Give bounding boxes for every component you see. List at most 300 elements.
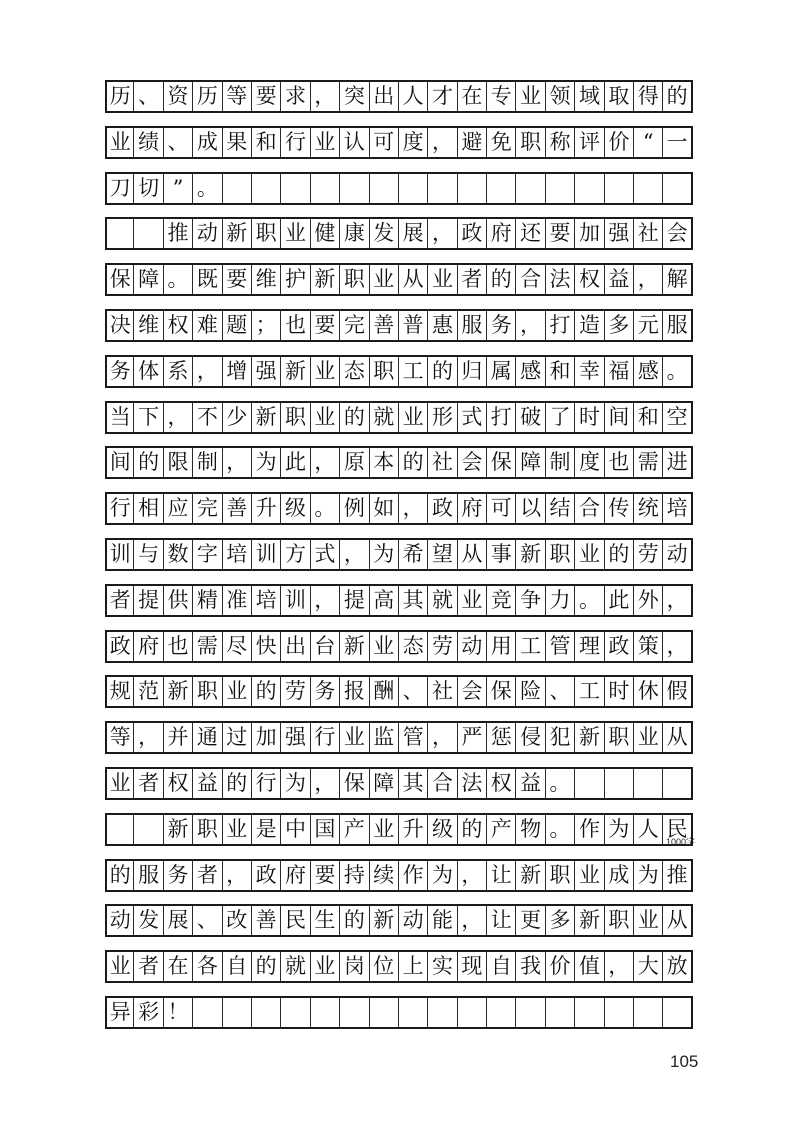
grid-cell bbox=[223, 998, 252, 1027]
grid-row bbox=[105, 630, 693, 663]
grid-cell bbox=[370, 998, 399, 1027]
grid-cell: 认 bbox=[340, 128, 369, 157]
grid-cell: 法 bbox=[458, 769, 487, 798]
grid-cell: 准 bbox=[223, 586, 252, 615]
grid-cell: 服 bbox=[134, 861, 163, 890]
grid-cell: 台 bbox=[311, 632, 340, 661]
grid-cell: 府 bbox=[458, 494, 487, 523]
grid-cell: 空 bbox=[663, 403, 692, 432]
grid-cell: 领 bbox=[546, 82, 575, 111]
grid-cell: 更 bbox=[516, 906, 545, 935]
grid-cell: 新 bbox=[311, 265, 340, 294]
grid-cell: 动 bbox=[663, 540, 692, 569]
grid-cell: 训 bbox=[252, 540, 281, 569]
grid-cell: 历 bbox=[193, 82, 222, 111]
grid-cell: 强 bbox=[281, 723, 310, 752]
grid-cell: 惩 bbox=[487, 723, 516, 752]
grid-cell: 要 bbox=[546, 219, 575, 248]
grid-cell: ， bbox=[134, 723, 163, 752]
grid-cell: 益 bbox=[193, 769, 222, 798]
grid-cell: 范 bbox=[134, 677, 163, 706]
grid-cell: ， bbox=[428, 723, 457, 752]
grid-cell: 与 bbox=[134, 540, 163, 569]
grid-cell: 在 bbox=[458, 82, 487, 111]
grid-cell: 下 bbox=[134, 403, 163, 432]
grid-cell bbox=[428, 174, 457, 203]
grid-cell: 放 bbox=[663, 952, 692, 981]
grid-row bbox=[105, 996, 693, 1029]
grid-cell: 现 bbox=[458, 952, 487, 981]
grid-cell bbox=[546, 998, 575, 1027]
grid-cell: 态 bbox=[340, 357, 369, 386]
grid-cell: 社 bbox=[634, 219, 663, 248]
grid-cell: 和 bbox=[634, 403, 663, 432]
grid-cell: 假 bbox=[663, 677, 692, 706]
grid-cell: 职 bbox=[546, 861, 575, 890]
grid-cell: 法 bbox=[546, 265, 575, 294]
grid-cell: 府 bbox=[134, 632, 163, 661]
grid-cell: 权 bbox=[487, 769, 516, 798]
grid-cell: ， bbox=[516, 311, 545, 340]
grid-cell: 维 bbox=[134, 311, 163, 340]
grid-cell: 感 bbox=[516, 357, 545, 386]
grid-cell: 也 bbox=[281, 311, 310, 340]
grid-cell: ， bbox=[164, 403, 193, 432]
grid-cell: 展 bbox=[164, 906, 193, 935]
grid-row bbox=[105, 446, 693, 479]
grid-cell: 成 bbox=[605, 861, 634, 890]
grid-cell bbox=[370, 174, 399, 203]
grid-cell: 和 bbox=[546, 357, 575, 386]
grid-cell bbox=[311, 174, 340, 203]
grid-cell: 评 bbox=[575, 128, 604, 157]
grid-cell: 严 bbox=[458, 723, 487, 752]
grid-cell: 是 bbox=[252, 815, 281, 844]
grid-cell: 障 bbox=[516, 448, 545, 477]
grid-cell: 提 bbox=[340, 586, 369, 615]
grid-cell: 幸 bbox=[575, 357, 604, 386]
grid-cell: 者 bbox=[193, 861, 222, 890]
grid-cell: ， bbox=[634, 265, 663, 294]
grid-cell: 业 bbox=[105, 128, 134, 157]
grid-cell: 保 bbox=[340, 769, 369, 798]
grid-cell: 休 bbox=[634, 677, 663, 706]
grid-cell: 工 bbox=[399, 357, 428, 386]
grid-cell: 的 bbox=[428, 357, 457, 386]
grid-cell: ” bbox=[164, 174, 193, 203]
grid-cell: 制 bbox=[193, 448, 222, 477]
grid-cell: 精 bbox=[193, 586, 222, 615]
grid-cell bbox=[428, 998, 457, 1027]
grid-cell: 新 bbox=[516, 540, 545, 569]
grid-cell: 维 bbox=[252, 265, 281, 294]
grid-cell: 续 bbox=[370, 861, 399, 890]
grid-cell: 会 bbox=[458, 677, 487, 706]
grid-cell: 也 bbox=[164, 632, 193, 661]
grid-cell: 强 bbox=[252, 357, 281, 386]
grid-cell: 如 bbox=[370, 494, 399, 523]
grid-cell: 并 bbox=[164, 723, 193, 752]
grid-cell bbox=[605, 174, 634, 203]
grid-cell: 决 bbox=[105, 311, 134, 340]
grid-cell: 价 bbox=[546, 952, 575, 981]
grid-cell: 自 bbox=[223, 952, 252, 981]
grid-cell: 加 bbox=[575, 219, 604, 248]
grid-cell: 的 bbox=[399, 448, 428, 477]
grid-cell: 业 bbox=[311, 952, 340, 981]
grid-cell: 险 bbox=[516, 677, 545, 706]
grid-cell: 还 bbox=[516, 219, 545, 248]
grid-cell: 为 bbox=[281, 769, 310, 798]
grid-cell: 求 bbox=[281, 82, 310, 111]
grid-cell: 在 bbox=[164, 952, 193, 981]
grid-cell: 的 bbox=[223, 769, 252, 798]
grid-cell: 式 bbox=[311, 540, 340, 569]
grid-cell: ， bbox=[605, 952, 634, 981]
grid-cell: 报 bbox=[340, 677, 369, 706]
grid-cell: 例 bbox=[340, 494, 369, 523]
grid-cell: 出 bbox=[281, 632, 310, 661]
grid-cell: 竞 bbox=[487, 586, 516, 615]
grid-cell: 既 bbox=[193, 265, 222, 294]
grid-cell: ， bbox=[428, 128, 457, 157]
grid-cell: 本 bbox=[370, 448, 399, 477]
grid-cell: 事 bbox=[487, 540, 516, 569]
grid-cell bbox=[340, 174, 369, 203]
grid-cell: 服 bbox=[663, 311, 692, 340]
grid-cell: 改 bbox=[223, 906, 252, 935]
grid-cell: 善 bbox=[370, 311, 399, 340]
grid-row bbox=[105, 721, 693, 754]
grid-cell: 新 bbox=[575, 723, 604, 752]
grid-cell: 以 bbox=[516, 494, 545, 523]
grid-cell bbox=[105, 815, 134, 844]
grid-cell bbox=[516, 174, 545, 203]
grid-cell: ， bbox=[458, 906, 487, 935]
grid-cell: 解 bbox=[663, 265, 692, 294]
grid-cell: 避 bbox=[458, 128, 487, 157]
grid-cell: 造 bbox=[575, 311, 604, 340]
grid-cell: 保 bbox=[487, 448, 516, 477]
grid-cell: 务 bbox=[311, 677, 340, 706]
grid-cell: 升 bbox=[252, 494, 281, 523]
grid-cell: 务 bbox=[487, 311, 516, 340]
grid-cell: 会 bbox=[458, 448, 487, 477]
grid-cell: 业 bbox=[428, 265, 457, 294]
grid-cell: 的 bbox=[252, 952, 281, 981]
grid-cell: 态 bbox=[399, 632, 428, 661]
grid-cell: 新 bbox=[340, 632, 369, 661]
grid-cell: 社 bbox=[428, 448, 457, 477]
grid-cell: 果 bbox=[223, 128, 252, 157]
grid-row bbox=[105, 172, 693, 205]
grid-cell: 府 bbox=[281, 861, 310, 890]
grid-row bbox=[105, 492, 693, 525]
grid-cell: 完 bbox=[340, 311, 369, 340]
grid-cell: 就 bbox=[370, 403, 399, 432]
grid-cell: 让 bbox=[487, 861, 516, 890]
grid-cell: 望 bbox=[428, 540, 457, 569]
grid-cell bbox=[634, 998, 663, 1027]
grid-cell: 业 bbox=[575, 861, 604, 890]
grid-cell: “ bbox=[634, 128, 663, 157]
grid-cell bbox=[634, 769, 663, 798]
grid-cell: 专 bbox=[487, 82, 516, 111]
grid-cell: 中 bbox=[281, 815, 310, 844]
grid-cell: 原 bbox=[340, 448, 369, 477]
grid-cell bbox=[487, 174, 516, 203]
grid-cell: 要 bbox=[311, 861, 340, 890]
grid-cell: 业 bbox=[105, 952, 134, 981]
grid-cell: 过 bbox=[223, 723, 252, 752]
grid-cell: 职 bbox=[546, 540, 575, 569]
grid-cell: ， bbox=[663, 632, 692, 661]
grid-cell: 取 bbox=[605, 82, 634, 111]
grid-cell: 人 bbox=[399, 82, 428, 111]
grid-row bbox=[105, 538, 693, 571]
grid-cell: 刀 bbox=[105, 174, 134, 203]
grid-cell: 为 bbox=[428, 861, 457, 890]
grid-cell: 式 bbox=[458, 403, 487, 432]
grid-cell: 业 bbox=[281, 219, 310, 248]
grid-cell: 生 bbox=[311, 906, 340, 935]
grid-cell: ， bbox=[311, 82, 340, 111]
grid-cell: 服 bbox=[458, 311, 487, 340]
grid-cell: 行 bbox=[105, 494, 134, 523]
grid-row bbox=[105, 950, 693, 983]
grid-cell: ， bbox=[311, 448, 340, 477]
grid-cell: 益 bbox=[605, 265, 634, 294]
grid-cell: 动 bbox=[105, 906, 134, 935]
grid-cell: 职 bbox=[370, 357, 399, 386]
grid-cell: 动 bbox=[458, 632, 487, 661]
grid-cell: 业 bbox=[634, 906, 663, 935]
grid-cell: 职 bbox=[340, 265, 369, 294]
grid-row bbox=[105, 675, 693, 708]
grid-cell: 益 bbox=[516, 769, 545, 798]
grid-cell: 相 bbox=[134, 494, 163, 523]
grid-cell: 字 bbox=[193, 540, 222, 569]
grid-cell: 。 bbox=[546, 769, 575, 798]
grid-cell bbox=[281, 174, 310, 203]
grid-row bbox=[105, 584, 693, 617]
grid-row bbox=[105, 904, 693, 937]
grid-cell: 要 bbox=[252, 82, 281, 111]
grid-cell: 进 bbox=[663, 448, 692, 477]
grid-cell: ！ bbox=[164, 998, 193, 1027]
grid-cell: 等 bbox=[223, 82, 252, 111]
grid-cell: 权 bbox=[575, 265, 604, 294]
grid-cell: 方 bbox=[281, 540, 310, 569]
grid-cell: 劳 bbox=[428, 632, 457, 661]
grid-cell: 提 bbox=[134, 586, 163, 615]
grid-row bbox=[105, 126, 693, 159]
grid-cell: 各 bbox=[193, 952, 222, 981]
grid-cell: 障 bbox=[370, 769, 399, 798]
grid-cell bbox=[105, 219, 134, 248]
grid-cell: 就 bbox=[281, 952, 310, 981]
grid-cell: 传 bbox=[605, 494, 634, 523]
grid-cell: 行 bbox=[252, 769, 281, 798]
grid-cell: 历 bbox=[105, 82, 134, 111]
grid-cell: 的 bbox=[252, 677, 281, 706]
grid-cell: 大 bbox=[634, 952, 663, 981]
grid-cell bbox=[193, 998, 222, 1027]
grid-cell: 结 bbox=[546, 494, 575, 523]
grid-cell: 我 bbox=[516, 952, 545, 981]
grid-cell: 为 bbox=[634, 861, 663, 890]
grid-cell: 统 bbox=[634, 494, 663, 523]
grid-cell: 善 bbox=[252, 906, 281, 935]
grid-cell: 推 bbox=[164, 219, 193, 248]
grid-cell: 的 bbox=[487, 265, 516, 294]
grid-cell: 打 bbox=[546, 311, 575, 340]
grid-cell: 培 bbox=[252, 586, 281, 615]
grid-cell: 民 bbox=[663, 815, 692, 844]
grid-cell: 产 bbox=[340, 815, 369, 844]
grid-cell: 侵 bbox=[516, 723, 545, 752]
grid-cell: 福 bbox=[605, 357, 634, 386]
grid-cell: 价 bbox=[605, 128, 634, 157]
grid-cell: 题 bbox=[223, 311, 252, 340]
grid-cell: 惠 bbox=[428, 311, 457, 340]
grid-cell: 位 bbox=[370, 952, 399, 981]
grid-cell: 让 bbox=[487, 906, 516, 935]
grid-cell: 通 bbox=[193, 723, 222, 752]
grid-cell: 业 bbox=[575, 540, 604, 569]
grid-cell: 力 bbox=[546, 586, 575, 615]
grid-cell: 值 bbox=[575, 952, 604, 981]
grid-cell: 的 bbox=[340, 906, 369, 935]
grid-cell bbox=[223, 174, 252, 203]
grid-cell: 资 bbox=[164, 82, 193, 111]
grid-cell: 行 bbox=[281, 128, 310, 157]
grid-cell: 犯 bbox=[546, 723, 575, 752]
grid-cell: 其 bbox=[399, 586, 428, 615]
grid-cell: 职 bbox=[281, 403, 310, 432]
grid-cell: 元 bbox=[634, 311, 663, 340]
grid-cell: 国 bbox=[311, 815, 340, 844]
grid-cell: 。 bbox=[193, 174, 222, 203]
grid-cell: 职 bbox=[252, 219, 281, 248]
grid-cell: 为 bbox=[370, 540, 399, 569]
grid-cell: 快 bbox=[252, 632, 281, 661]
grid-cell: ， bbox=[311, 769, 340, 798]
grid-cell: 社 bbox=[428, 677, 457, 706]
grid-cell: 时 bbox=[605, 677, 634, 706]
grid-cell: 制 bbox=[546, 448, 575, 477]
grid-cell: 训 bbox=[281, 586, 310, 615]
grid-cell: 业 bbox=[223, 677, 252, 706]
grid-cell: 善 bbox=[223, 494, 252, 523]
grid-cell: 也 bbox=[605, 448, 634, 477]
grid-cell: 政 bbox=[105, 632, 134, 661]
grid-cell: 形 bbox=[428, 403, 457, 432]
grid-cell: 争 bbox=[516, 586, 545, 615]
page-number: 105 bbox=[670, 1052, 699, 1071]
grid-cell bbox=[399, 174, 428, 203]
grid-cell: 新 bbox=[516, 861, 545, 890]
grid-cell: ， bbox=[663, 586, 692, 615]
grid-cell: 尽 bbox=[223, 632, 252, 661]
grid-cell: 域 bbox=[575, 82, 604, 111]
grid-cell: 岗 bbox=[340, 952, 369, 981]
grid-cell bbox=[252, 174, 281, 203]
grid-cell: 的 bbox=[134, 448, 163, 477]
grid-cell: 务 bbox=[105, 357, 134, 386]
grid-row bbox=[105, 263, 693, 296]
grid-cell: 者 bbox=[134, 952, 163, 981]
grid-cell: 权 bbox=[164, 311, 193, 340]
grid-cell: 护 bbox=[281, 265, 310, 294]
grid-cell: 一 bbox=[663, 128, 692, 157]
grid-cell bbox=[663, 174, 692, 203]
grid-cell: 得 bbox=[634, 82, 663, 111]
grid-cell: 业 bbox=[340, 723, 369, 752]
grid-cell: 当 bbox=[105, 403, 134, 432]
grid-cell: 、 bbox=[546, 677, 575, 706]
grid-cell: 健 bbox=[311, 219, 340, 248]
grid-cell: 业 bbox=[634, 723, 663, 752]
grid-cell: 度 bbox=[575, 448, 604, 477]
grid-cell: 可 bbox=[487, 494, 516, 523]
grid-cell bbox=[281, 998, 310, 1027]
grid-cell: 感 bbox=[634, 357, 663, 386]
grid-cell: 强 bbox=[605, 219, 634, 248]
grid-cell: 管 bbox=[546, 632, 575, 661]
grid-cell: 破 bbox=[516, 403, 545, 432]
grid-cell: 要 bbox=[311, 311, 340, 340]
grid-cell: 的 bbox=[105, 861, 134, 890]
grid-cell: 实 bbox=[428, 952, 457, 981]
grid-row bbox=[105, 767, 693, 800]
grid-cell bbox=[399, 998, 428, 1027]
grid-cell: 少 bbox=[223, 403, 252, 432]
grid-cell: ； bbox=[252, 311, 281, 340]
grid-cell: 外 bbox=[634, 586, 663, 615]
grid-cell: 为 bbox=[605, 815, 634, 844]
grid-cell: 完 bbox=[193, 494, 222, 523]
grid-cell: 应 bbox=[164, 494, 193, 523]
grid-cell bbox=[340, 998, 369, 1027]
grid-cell: 异 bbox=[105, 998, 134, 1027]
grid-cell: 此 bbox=[281, 448, 310, 477]
grid-cell: 物 bbox=[516, 815, 545, 844]
word-count-mark: 1000字 bbox=[666, 837, 696, 847]
grid-cell: ， bbox=[193, 357, 222, 386]
grid-cell: 策 bbox=[634, 632, 663, 661]
grid-cell: 切 bbox=[134, 174, 163, 203]
grid-cell: 培 bbox=[663, 494, 692, 523]
grid-cell: 加 bbox=[252, 723, 281, 752]
grid-cell: 新 bbox=[164, 677, 193, 706]
grid-cell: 产 bbox=[487, 815, 516, 844]
grid-cell: 多 bbox=[605, 311, 634, 340]
grid-cell: 为 bbox=[252, 448, 281, 477]
grid-row bbox=[105, 859, 693, 892]
grid-cell: 保 bbox=[105, 265, 134, 294]
grid-cell: 限 bbox=[164, 448, 193, 477]
grid-cell: 普 bbox=[399, 311, 428, 340]
grid-cell bbox=[516, 998, 545, 1027]
grid-cell: ， bbox=[340, 540, 369, 569]
grid-cell: 理 bbox=[575, 632, 604, 661]
grid-cell: 时 bbox=[575, 403, 604, 432]
grid-row bbox=[105, 813, 696, 847]
grid-cell: 培 bbox=[223, 540, 252, 569]
grid-cell bbox=[575, 998, 604, 1027]
grid-cell: 新 bbox=[164, 815, 193, 844]
